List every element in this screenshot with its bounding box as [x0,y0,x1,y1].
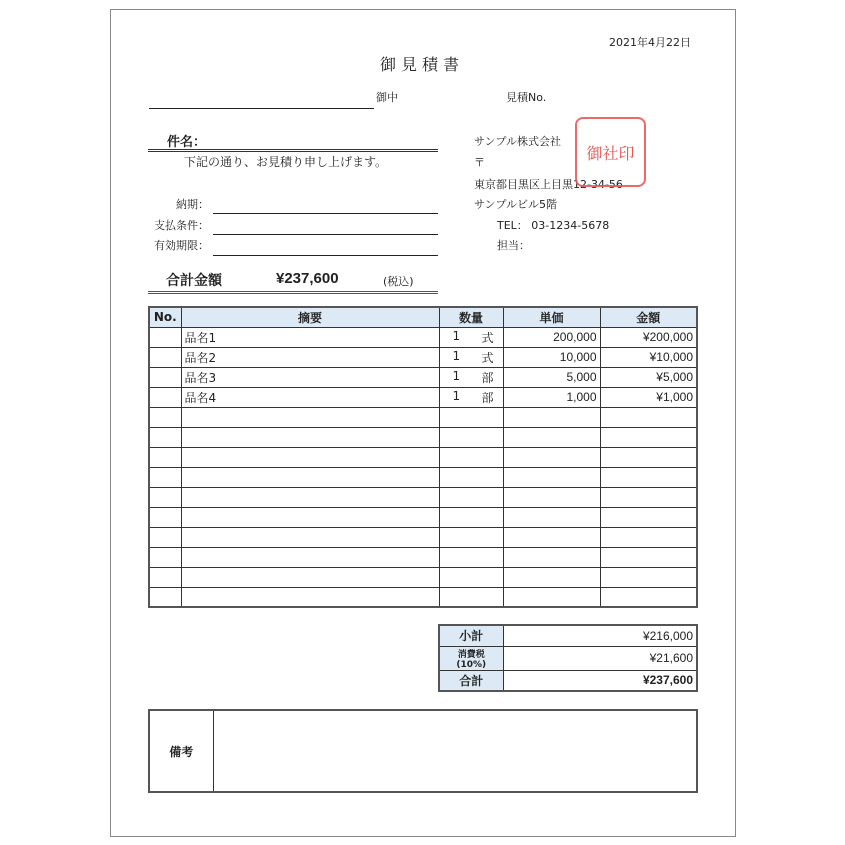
subtotal-value[interactable]: ¥216,000 [503,625,697,646]
row-no[interactable] [149,387,181,407]
qty-value: 1 [452,328,461,343]
row-quantity[interactable] [439,427,503,447]
row-unit-price[interactable]: 200,000 [503,327,600,347]
subtotal-row [439,625,697,646]
summary-table [438,624,698,692]
row-amount[interactable] [600,527,697,547]
total-row [439,670,697,691]
row-no[interactable] [149,327,181,347]
row-description[interactable] [181,587,439,607]
row-description[interactable] [181,407,439,427]
subtotal-label: 小計 [439,625,503,646]
qty-value: 1 [452,388,461,403]
row-amount[interactable]: ¥10,000 [600,347,697,367]
validity-label: 有効期限： [154,239,209,252]
row-unit-price[interactable] [503,487,600,507]
total-amount-value: ¥237,600 [276,270,339,287]
row-no[interactable] [149,547,181,567]
row-amount[interactable] [600,447,697,467]
lead-text: 下記の通り、お見積り申し上げます。 [184,155,388,169]
contact-person-label: 担当： [497,239,530,252]
row-no[interactable] [149,527,181,547]
table-row-empty [149,587,697,607]
company-seal-stamp: 御社印 [575,117,646,187]
col-no: No. [149,307,181,327]
total-underline [148,291,438,294]
row-description[interactable] [181,507,439,527]
row-description[interactable]: 品名2 [181,347,439,367]
postal-mark: 〒 [474,156,485,169]
tax-label: 消費税(10%) [439,646,503,670]
table-row-empty [149,547,697,567]
row-no[interactable] [149,427,181,447]
table-row [149,387,697,407]
row-description[interactable] [181,547,439,567]
payment-label: 支払条件： [154,219,209,232]
row-unit-price[interactable]: 5,000 [503,367,600,387]
qty-unit: 部 [481,390,494,405]
row-amount[interactable] [600,427,697,447]
total-amount-label: 合計金額 [166,273,222,289]
payment-field[interactable] [213,234,438,235]
row-unit-price[interactable] [503,587,600,607]
row-amount[interactable]: ¥200,000 [600,327,697,347]
row-no[interactable] [149,447,181,467]
delivery-label: 納期： [176,198,209,211]
company-building: サンプルビル5階 [474,198,558,211]
row-quantity[interactable] [439,327,503,347]
row-quantity[interactable] [439,447,503,467]
row-description[interactable]: 品名1 [181,327,439,347]
row-quantity[interactable] [439,567,503,587]
row-quantity[interactable] [439,487,503,507]
col-description: 摘要 [181,307,439,327]
table-row [149,367,697,387]
row-unit-price[interactable] [503,447,600,467]
qty-unit: 式 [481,330,494,345]
row-unit-price[interactable] [503,507,600,527]
total-value[interactable]: ¥237,600 [503,670,697,691]
row-unit-price[interactable] [503,527,600,547]
row-no[interactable] [149,487,181,507]
table-row-empty [149,487,697,507]
table-row-empty [149,447,697,467]
row-description[interactable] [181,487,439,507]
row-quantity[interactable] [439,367,503,387]
row-amount[interactable] [600,507,697,527]
row-quantity[interactable] [439,507,503,527]
row-quantity[interactable] [439,547,503,567]
row-quantity[interactable] [439,587,503,607]
table-row-empty [149,567,697,587]
tax-included-note: (税込) [383,275,414,288]
total-label: 合計 [439,670,503,691]
table-row [149,347,697,367]
row-unit-price[interactable]: 1,000 [503,387,600,407]
tax-value[interactable]: ¥21,600 [503,646,697,670]
row-quantity[interactable] [439,527,503,547]
row-description[interactable] [181,567,439,587]
row-amount[interactable] [600,547,697,567]
row-unit-price[interactable] [503,427,600,447]
items-table [148,306,698,608]
subject-underline [148,149,438,152]
issue-date: 2021年4月22日 [609,36,691,49]
tax-row [439,646,697,670]
row-unit-price[interactable] [503,407,600,427]
row-amount[interactable]: ¥5,000 [600,367,697,387]
row-unit-price[interactable] [503,467,600,487]
row-description[interactable] [181,447,439,467]
table-row-empty [149,427,697,447]
row-description[interactable] [181,427,439,447]
row-no[interactable] [149,367,181,387]
col-quantity: 数量 [439,307,503,327]
company-address: 東京都目黒区上目黒12-34-56 [474,178,623,191]
row-amount[interactable] [600,487,697,507]
table-row [149,327,697,347]
row-no[interactable] [149,507,181,527]
row-quantity[interactable] [439,347,503,367]
row-amount[interactable] [600,467,697,487]
row-unit-price[interactable] [503,567,600,587]
qty-unit: 部 [481,370,494,385]
recipient-field[interactable] [149,108,374,109]
row-no[interactable] [149,467,181,487]
row-amount[interactable] [600,407,697,427]
row-description[interactable] [181,467,439,487]
table-header-row [149,307,697,327]
col-amount: 金額 [600,307,697,327]
qty-value: 1 [452,348,461,363]
row-amount[interactable]: ¥1,000 [600,387,697,407]
table-row-empty [149,527,697,547]
row-quantity[interactable] [439,467,503,487]
remarks-label: 備考 [149,710,213,792]
delivery-field[interactable] [213,213,438,214]
row-amount[interactable] [600,567,697,587]
qty-unit: 式 [481,350,494,365]
row-no[interactable] [149,567,181,587]
row-no[interactable] [149,407,181,427]
recipient-suffix: 御中 [376,91,398,104]
company-name: サンプル株式会社 [474,135,562,148]
remarks-table [148,709,698,793]
document-title: 御見積書 [380,55,465,74]
table-row-empty [149,467,697,487]
row-description[interactable] [181,527,439,547]
remarks-field[interactable] [213,710,697,792]
estimate-no-label: 見積No. [506,91,547,104]
validity-field[interactable] [213,255,438,256]
row-quantity[interactable] [439,407,503,427]
row-description[interactable]: 品名4 [181,387,439,407]
qty-value: 1 [452,368,461,383]
col-unit-price: 単価 [503,307,600,327]
subject-label: 件名： [167,135,207,150]
table-row-empty [149,507,697,527]
row-description[interactable]: 品名3 [181,367,439,387]
row-no[interactable] [149,587,181,607]
row-amount[interactable] [600,587,697,607]
row-no[interactable] [149,347,181,367]
table-row-empty [149,407,697,427]
row-quantity[interactable] [439,387,503,407]
company-tel: TEL： 03-1234-5678 [497,219,610,232]
row-unit-price[interactable]: 10,000 [503,347,600,367]
row-unit-price[interactable] [503,547,600,567]
